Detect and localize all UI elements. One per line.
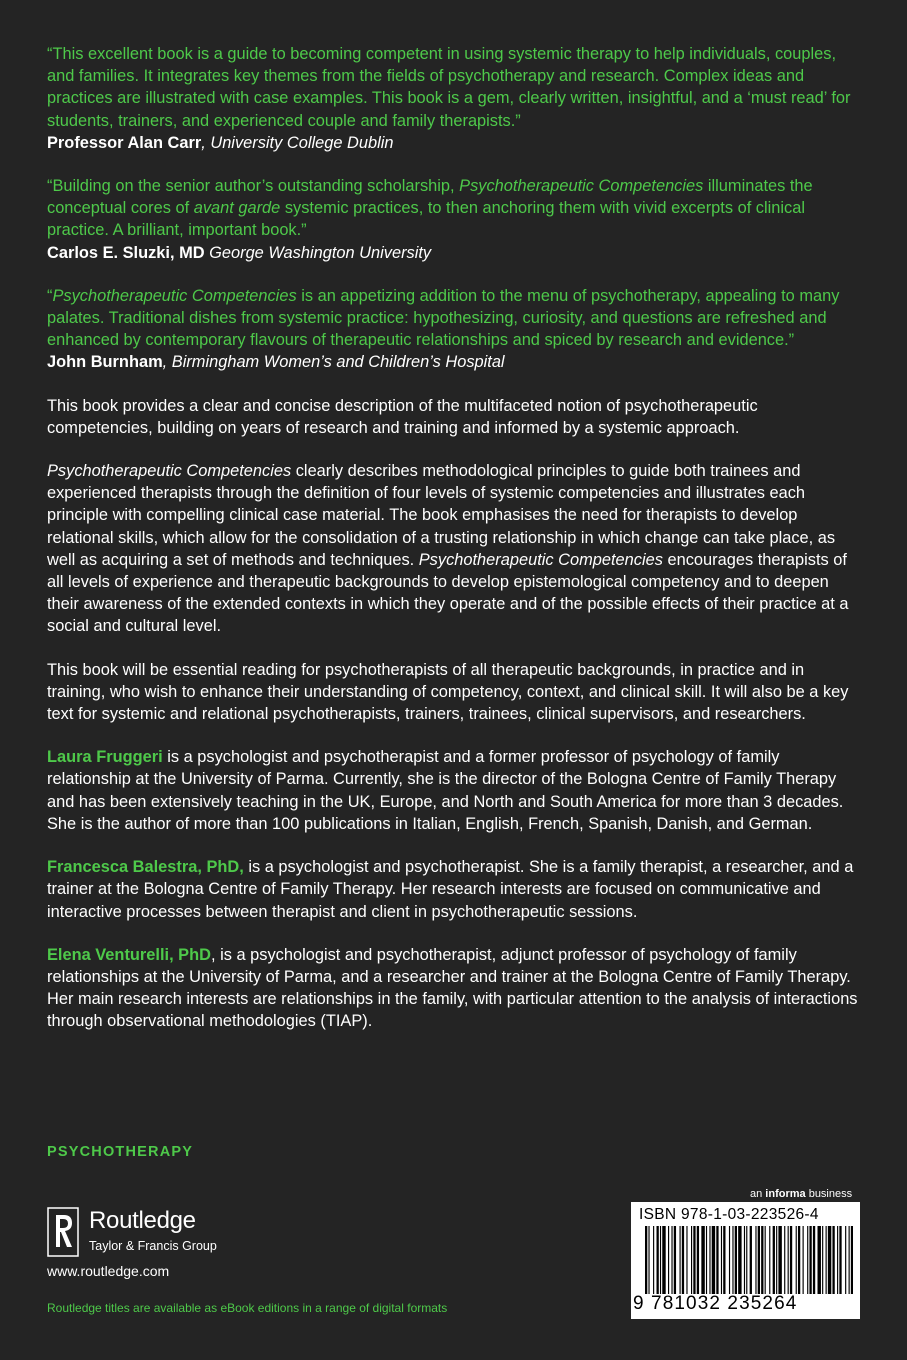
barcode-bar (738, 1226, 741, 1294)
barcode-bar (803, 1226, 804, 1294)
author-name: Elena Venturelli, PhD (47, 945, 211, 964)
barcode-bar (732, 1226, 733, 1294)
back-cover-text (47, 43, 862, 1054)
barcode-bar (653, 1226, 654, 1294)
publisher-url[interactable]: www.routledge.com (47, 1263, 170, 1279)
publisher-logo (47, 1207, 237, 1257)
barcode-bar (845, 1226, 846, 1294)
endorsement-quote: “This excellent book is a guide to becoming competent in using systemic therapy to help individuals, couples, and families. It integrates key themes from the fields of psychotherapy and research. Complex ideas and practices are illustrated with case examples. This book is a gem, clearly written, insightful, and a ‘must read’ for students, trainers, and experienced couple and family therapists.” (47, 45, 851, 130)
subject-category: PSYCHOTHERAPY (47, 1144, 194, 1160)
barcode-bar (776, 1226, 777, 1294)
endorser-name: Professor Alan Carr (47, 133, 202, 152)
barcode-bar (671, 1226, 672, 1294)
barcode-bar (657, 1226, 659, 1294)
barcode-bar (758, 1226, 760, 1294)
barcode-bars (645, 1226, 853, 1294)
author-bio: Laura Fruggeri is a psychologist and psychotherapist and a former professor of psychology of family relationship at the University of Parma. Currently, she is the director of the Bologna Centre of Family Therapy and has been extensively teaching in the UK, Europe, and North and South America for more than 3 decades. She is the author of more than 100 publications in Italian, English, French, Spanish, Danish, and German. (47, 748, 844, 833)
publisher-name: Routledge (89, 1207, 196, 1234)
barcode-bar (701, 1226, 704, 1294)
barcode-bar (721, 1226, 722, 1294)
barcode-bar (716, 1226, 718, 1294)
barcode-bar (828, 1226, 831, 1294)
informa-business-label: an informa business (750, 1188, 853, 1200)
barcode-bar (712, 1226, 715, 1294)
barcode-bar (729, 1226, 730, 1294)
barcode-bar (706, 1226, 707, 1294)
barcode-bar (686, 1226, 687, 1294)
isbn-label: ISBN 978-1-03-223526-4 (639, 1206, 819, 1223)
isbn-barcode (631, 1202, 860, 1319)
barcode-bar (668, 1226, 669, 1294)
endorser-name: John Burnham (47, 353, 163, 372)
barcode-bar (851, 1226, 853, 1294)
barcode-bar (788, 1226, 789, 1294)
endorser-name: Carlos E. Sluzki, MD (47, 243, 205, 262)
barcode-bar (662, 1226, 665, 1294)
barcode-bar (773, 1226, 775, 1294)
barcode-bar (660, 1226, 661, 1294)
author-bio: Francesca Balestra, PhD, is a psychologist and psychotherapist. She is a family therapist, a researcher, and a trainer at the Bologna Centre of Family Therapy. Her research interests are focused on communicative and interactive processes between therapist and client in psychotherapeutic sessions. (47, 858, 854, 921)
description-paragraph: Psychotherapeutic Competencies clearly describes methodological principles to guide both trainees and experienced therapists through the definition of four levels of systemic competencies and illustrates each principle with compelling clinical case material. The book emphasises the need for therapists to develop relational skills, which allow for the consolidation of a trusting relationship in which change can take place, as well as acquiring a set of methods and techniques. Psychotherapeutic Competencies encourages therapists of all levels of experience and therapeutic backgrounds to develop epistemological competency and to deepen their awareness of the extended contexts in which they operate and of the possible effects of their practice at a social and cultural level. (47, 462, 849, 636)
barcode-bar (809, 1226, 811, 1294)
barcode-bar (769, 1226, 770, 1294)
barcode-bar (837, 1226, 838, 1294)
barcode-bar (746, 1226, 747, 1294)
barcode-bar (680, 1226, 681, 1294)
barcode-bar (796, 1226, 797, 1294)
author-name: Laura Fruggeri (47, 748, 163, 767)
barcode-bar (813, 1226, 815, 1294)
barcode-bar (778, 1226, 781, 1294)
barcode-bar (735, 1226, 737, 1294)
endorsement-2 (47, 175, 862, 264)
endorsement-attribution (47, 242, 862, 264)
publisher-group: Taylor & Francis Group (89, 1239, 217, 1253)
endorsement-attribution (47, 132, 862, 154)
barcode-bar (674, 1226, 676, 1294)
barcode-bar (648, 1226, 649, 1294)
endorser-affiliation: George Washington University (204, 243, 432, 262)
barcode-digits: 9 781032 235264 (633, 1293, 798, 1314)
endorsement-quote: “Building on the senior author’s outstanding scholarship, Psychotherapeutic Competencies illuminates the conceptual cores of avant garde systemic practices, to then anchoring them with vivid excerpts of clinical practice. A brilliant, important book.” (47, 177, 813, 240)
endorser-affiliation: , Birmingham Women’s and Children’s Hospital (162, 353, 505, 372)
barcode-bar (691, 1226, 692, 1294)
barcode-bar (826, 1226, 827, 1294)
barcode-bar (784, 1226, 785, 1294)
barcode-bar (849, 1226, 850, 1294)
barcode-bar (765, 1226, 766, 1294)
barcode-bar (750, 1226, 752, 1294)
barcode-bar (697, 1226, 699, 1294)
barcode-bar (682, 1226, 684, 1294)
barcode-bar (755, 1226, 756, 1294)
description-paragraph: This book provides a clear and concise description of the multifaceted notion of psychotherapeutic competencies, building on years of research and training and informed by a systemic approach. (47, 396, 758, 437)
barcode-bar (709, 1226, 710, 1294)
ebook-note: Routledge titles are available as eBook editions in a range of digital formats (47, 1301, 448, 1315)
author-bio: Elena Venturelli, PhD, is a psychologist and psychotherapist, adjunct professor of psychology of family relationships at the University of Parma, and a researcher and trainer at the Bologna Centre of Family Therapy. Her main research interests are relationships in the family, with particular attention to the analysis of interactions through observational methodologies (TIAP). (47, 945, 858, 1031)
barcode-bar (744, 1226, 745, 1294)
barcode-bar (832, 1226, 834, 1294)
barcode-bar (790, 1226, 792, 1294)
routledge-logo-icon (47, 1207, 79, 1257)
endorser-affiliation: , University College Dublin (201, 133, 394, 152)
barcode-bar (807, 1226, 808, 1294)
barcode-bar (723, 1226, 725, 1294)
endorsement-attribution (47, 351, 862, 373)
barcode-bar (761, 1226, 763, 1294)
endorsement-3 (47, 285, 862, 374)
author-name: Francesca Balestra, PhD, (47, 858, 244, 877)
barcode-bar (693, 1226, 695, 1294)
barcode-bar (818, 1226, 821, 1294)
barcode-bar (839, 1226, 841, 1294)
endorsement-1 (47, 43, 862, 154)
description-paragraph: This book will be essential reading for psychotherapists of all therapeutic backgrounds, in practice and in training, who wish to enhance their understanding of competency, context, and clinical skill. It will also be a key text for systemic and relational psychotherapists, trainers, trainees, clinical supervisors, and researchers. (47, 660, 849, 724)
barcode-bar (645, 1226, 647, 1294)
endorsement-quote: “Psychotherapeutic Competencies is an appetizing addition to the menu of psychotherapy, appealing to many palates. Traditional dishes from systemic practice: hypothesizing, curiosity, and questions are refreshed and enhanced by contemporary flavours of therapeutic relationships and spiced by research and evidence.” (47, 286, 840, 350)
barcode-bar (798, 1226, 800, 1294)
barcode-bar (822, 1226, 823, 1294)
